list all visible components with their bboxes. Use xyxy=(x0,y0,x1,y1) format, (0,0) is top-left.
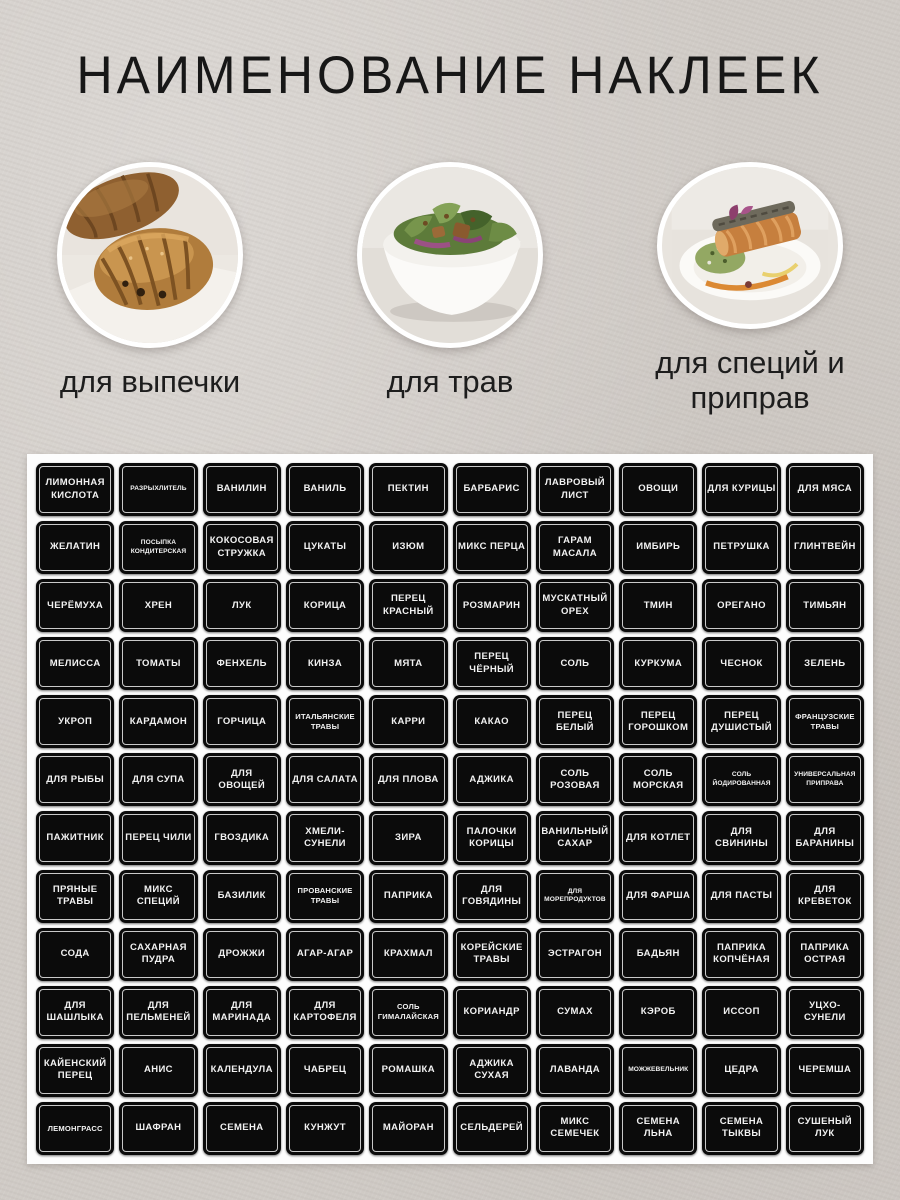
sticker: ЧЕРЕМША xyxy=(786,1044,864,1097)
sticker: КУРКУМА xyxy=(619,637,697,690)
sticker: ФЕНХЕЛЬ xyxy=(203,637,281,690)
sticker: ОВОЩИ xyxy=(619,463,697,516)
sticker: ПЕРЕЦ КРАСНЫЙ xyxy=(369,579,447,632)
category-row xyxy=(0,162,900,416)
sticker: ПЕРЕЦ ГОРОШКОМ xyxy=(619,695,697,748)
category-herbs-label: для трав xyxy=(386,364,514,399)
salmon-dish-photo xyxy=(657,162,843,329)
sticker: СЕМЕНА ЛЬНА xyxy=(619,1102,697,1155)
sticker: МЯТА xyxy=(369,637,447,690)
sticker: ЛЕМОНГРАСС xyxy=(36,1102,114,1155)
sticker: ЧЕСНОК xyxy=(702,637,780,690)
sticker: ВАНИЛИН xyxy=(203,463,281,516)
sticker: ПАПРИКА КОПЧЁНАЯ xyxy=(702,928,780,981)
sticker: ЦЕДРА xyxy=(702,1044,780,1097)
sticker: ХРЕН xyxy=(119,579,197,632)
sticker: ПОСЫПКА КОНДИТЕРСКАЯ xyxy=(119,521,197,574)
sticker: СОЛЬ РОЗОВАЯ xyxy=(536,753,614,806)
sticker: МУСКАТНЫЙ ОРЕХ xyxy=(536,579,614,632)
sticker: ПАЖИТНИК xyxy=(36,811,114,864)
sticker: ОРЕГАНО xyxy=(702,579,780,632)
sticker: КАРРИ xyxy=(369,695,447,748)
sticker: КАРДАМОН xyxy=(119,695,197,748)
page-title: НАИМЕНОВАНИЕ НАКЛЕЕК xyxy=(76,45,824,105)
sticker: ДРОЖЖИ xyxy=(203,928,281,981)
sticker: КОРИАНДР xyxy=(453,986,531,1039)
sticker: СОЛЬ МОРСКАЯ xyxy=(619,753,697,806)
sticker: ИССОП xyxy=(702,986,780,1039)
sticker: ГАРАМ МАСАЛА xyxy=(536,521,614,574)
sticker: ПЕТРУШКА xyxy=(702,521,780,574)
sticker: МАЙОРАН xyxy=(369,1102,447,1155)
sticker: УКРОП xyxy=(36,695,114,748)
sticker: РАЗРЫХЛИТЕЛЬ xyxy=(119,463,197,516)
sticker: АДЖИКА xyxy=(453,753,531,806)
sticker: СЕМЕНА ТЫКВЫ xyxy=(702,1102,780,1155)
sticker: ГВОЗДИКА xyxy=(203,811,281,864)
sticker: ДЛЯ МЯСА xyxy=(786,463,864,516)
category-baking xyxy=(0,162,300,416)
sticker: РОМАШКА xyxy=(369,1044,447,1097)
sticker: МИКС ПЕРЦА xyxy=(453,521,531,574)
sticker: ДЛЯ СУПА xyxy=(119,753,197,806)
category-spices-label: для специй и приправ xyxy=(655,344,845,416)
sticker: ИТАЛЬЯНСКИЕ ТРАВЫ xyxy=(286,695,364,748)
sticker: БАЗИЛИК xyxy=(203,870,281,923)
sticker: СУШЕНЫЙ ЛУК xyxy=(786,1102,864,1155)
sticker: КАЙЕНСКИЙ ПЕРЕЦ xyxy=(36,1044,114,1097)
sticker: ФРАНЦУЗСКИЕ ТРАВЫ xyxy=(786,695,864,748)
sticker: КАЛЕНДУЛА xyxy=(203,1044,281,1097)
sticker: КЭРОБ xyxy=(619,986,697,1039)
sticker: ЧАБРЕЦ xyxy=(286,1044,364,1097)
sticker: ЛУК xyxy=(203,579,281,632)
sticker: ИМБИРЬ xyxy=(619,521,697,574)
sticker: ГОРЧИЦА xyxy=(203,695,281,748)
sticker: ДЛЯ САЛАТА xyxy=(286,753,364,806)
sticker-sheet xyxy=(27,454,873,1164)
sticker: БАРБАРИС xyxy=(453,463,531,516)
sticker: ДЛЯ МАРИНАДА xyxy=(203,986,281,1039)
sticker: ТМИН xyxy=(619,579,697,632)
sticker-grid xyxy=(36,463,864,1155)
sticker: ТОМАТЫ xyxy=(119,637,197,690)
sticker: МИКС СЕМЕЧЕК xyxy=(536,1102,614,1155)
sticker: МЕЛИССА xyxy=(36,637,114,690)
sticker: ПЕРЕЦ ЧЁРНЫЙ xyxy=(453,637,531,690)
croissant-illustration xyxy=(62,167,238,343)
product-image xyxy=(0,46,900,1164)
category-herbs xyxy=(300,162,600,416)
sticker: ХМЕЛИ-СУНЕЛИ xyxy=(286,811,364,864)
sticker: КРАХМАЛ xyxy=(369,928,447,981)
sticker: КОРЕЙСКИЕ ТРАВЫ xyxy=(453,928,531,981)
sticker: ЖЕЛАТИН xyxy=(36,521,114,574)
sticker: СЕМЕНА xyxy=(203,1102,281,1155)
sticker: ЗЕЛЕНЬ xyxy=(786,637,864,690)
sticker: ДЛЯ КУРИЦЫ xyxy=(702,463,780,516)
sticker: ЛИМОННАЯ КИСЛОТА xyxy=(36,463,114,516)
sticker: КОКОСОВАЯ СТРУЖКА xyxy=(203,521,281,574)
sticker: ПРОВАНСКИЕ ТРАВЫ xyxy=(286,870,364,923)
sticker: КИНЗА xyxy=(286,637,364,690)
sticker: СОЛЬ xyxy=(536,637,614,690)
sticker: УНИВЕРСАЛЬНАЯ ПРИПРАВА xyxy=(786,753,864,806)
sticker: КАКАО xyxy=(453,695,531,748)
salad-bowl-photo xyxy=(357,162,543,348)
sticker: АГАР-АГАР xyxy=(286,928,364,981)
sticker: ИЗЮМ xyxy=(369,521,447,574)
sticker: ПАПРИКА ОСТРАЯ xyxy=(786,928,864,981)
sticker: ЛАВРОВЫЙ ЛИСТ xyxy=(536,463,614,516)
sticker: ДЛЯ ПАСТЫ xyxy=(702,870,780,923)
sticker: ДЛЯ РЫБЫ xyxy=(36,753,114,806)
sticker: СОЛЬ ГИМАЛАЙСКАЯ xyxy=(369,986,447,1039)
salmon-illustration xyxy=(662,167,838,324)
sticker: ДЛЯ ФАРША xyxy=(619,870,697,923)
sticker: МИКС СПЕЦИЙ xyxy=(119,870,197,923)
sticker: ДЛЯ БАРАНИНЫ xyxy=(786,811,864,864)
sticker: РОЗМАРИН xyxy=(453,579,531,632)
sticker: ЦУКАТЫ xyxy=(286,521,364,574)
sticker: ДЛЯ ПЛОВА xyxy=(369,753,447,806)
sticker: ПРЯНЫЕ ТРАВЫ xyxy=(36,870,114,923)
salad-illustration xyxy=(362,167,538,343)
sticker: ТИМЬЯН xyxy=(786,579,864,632)
sticker: СОЛЬ ЙОДИРОВАННАЯ xyxy=(702,753,780,806)
sticker: БАДЬЯН xyxy=(619,928,697,981)
sticker: ДЛЯ КРЕВЕТОК xyxy=(786,870,864,923)
sticker: ГЛИНТВЕЙН xyxy=(786,521,864,574)
sticker: СУМАХ xyxy=(536,986,614,1039)
sticker: СОДА xyxy=(36,928,114,981)
sticker: АНИС xyxy=(119,1044,197,1097)
sticker: МОЖЖЕВЕЛЬНИК xyxy=(619,1044,697,1097)
sticker: ДЛЯ ПЕЛЬМЕНЕЙ xyxy=(119,986,197,1039)
sticker: ЧЕРЁМУХА xyxy=(36,579,114,632)
category-baking-label: для выпечки xyxy=(59,364,241,399)
sticker: ШАФРАН xyxy=(119,1102,197,1155)
sticker: САХАРНАЯ ПУДРА xyxy=(119,928,197,981)
sticker: ЗИРА xyxy=(369,811,447,864)
sticker: ДЛЯ ГОВЯДИНЫ xyxy=(453,870,531,923)
sticker: УЦХО-СУНЕЛИ xyxy=(786,986,864,1039)
sticker: ДЛЯ КАРТОФЕЛЯ xyxy=(286,986,364,1039)
sticker: ДЛЯ МОРЕПРОДУКТОВ xyxy=(536,870,614,923)
sticker: ВАНИЛЬ xyxy=(286,463,364,516)
sticker: ПЕРЕЦ ДУШИСТЫЙ xyxy=(702,695,780,748)
sticker: ПЕКТИН xyxy=(369,463,447,516)
sticker: ПЕРЕЦ ЧИЛИ xyxy=(119,811,197,864)
croissant-photo xyxy=(57,162,243,348)
sticker: ДЛЯ ШАШЛЫКА xyxy=(36,986,114,1039)
sticker: КОРИЦА xyxy=(286,579,364,632)
category-spices xyxy=(600,162,900,416)
sticker: ПЕРЕЦ БЕЛЫЙ xyxy=(536,695,614,748)
sticker: СЕЛЬДЕРЕЙ xyxy=(453,1102,531,1155)
sticker: ДЛЯ ОВОЩЕЙ xyxy=(203,753,281,806)
sticker: КУНЖУТ xyxy=(286,1102,364,1155)
sticker: ДЛЯ КОТЛЕТ xyxy=(619,811,697,864)
sticker: ВАНИЛЬНЫЙ САХАР xyxy=(536,811,614,864)
sticker: ЭСТРАГОН xyxy=(536,928,614,981)
sticker: ДЛЯ СВИНИНЫ xyxy=(702,811,780,864)
sticker: ЛАВАНДА xyxy=(536,1044,614,1097)
sticker: ПАЛОЧКИ КОРИЦЫ xyxy=(453,811,531,864)
sticker: АДЖИКА СУХАЯ xyxy=(453,1044,531,1097)
sticker: ПАПРИКА xyxy=(369,870,447,923)
